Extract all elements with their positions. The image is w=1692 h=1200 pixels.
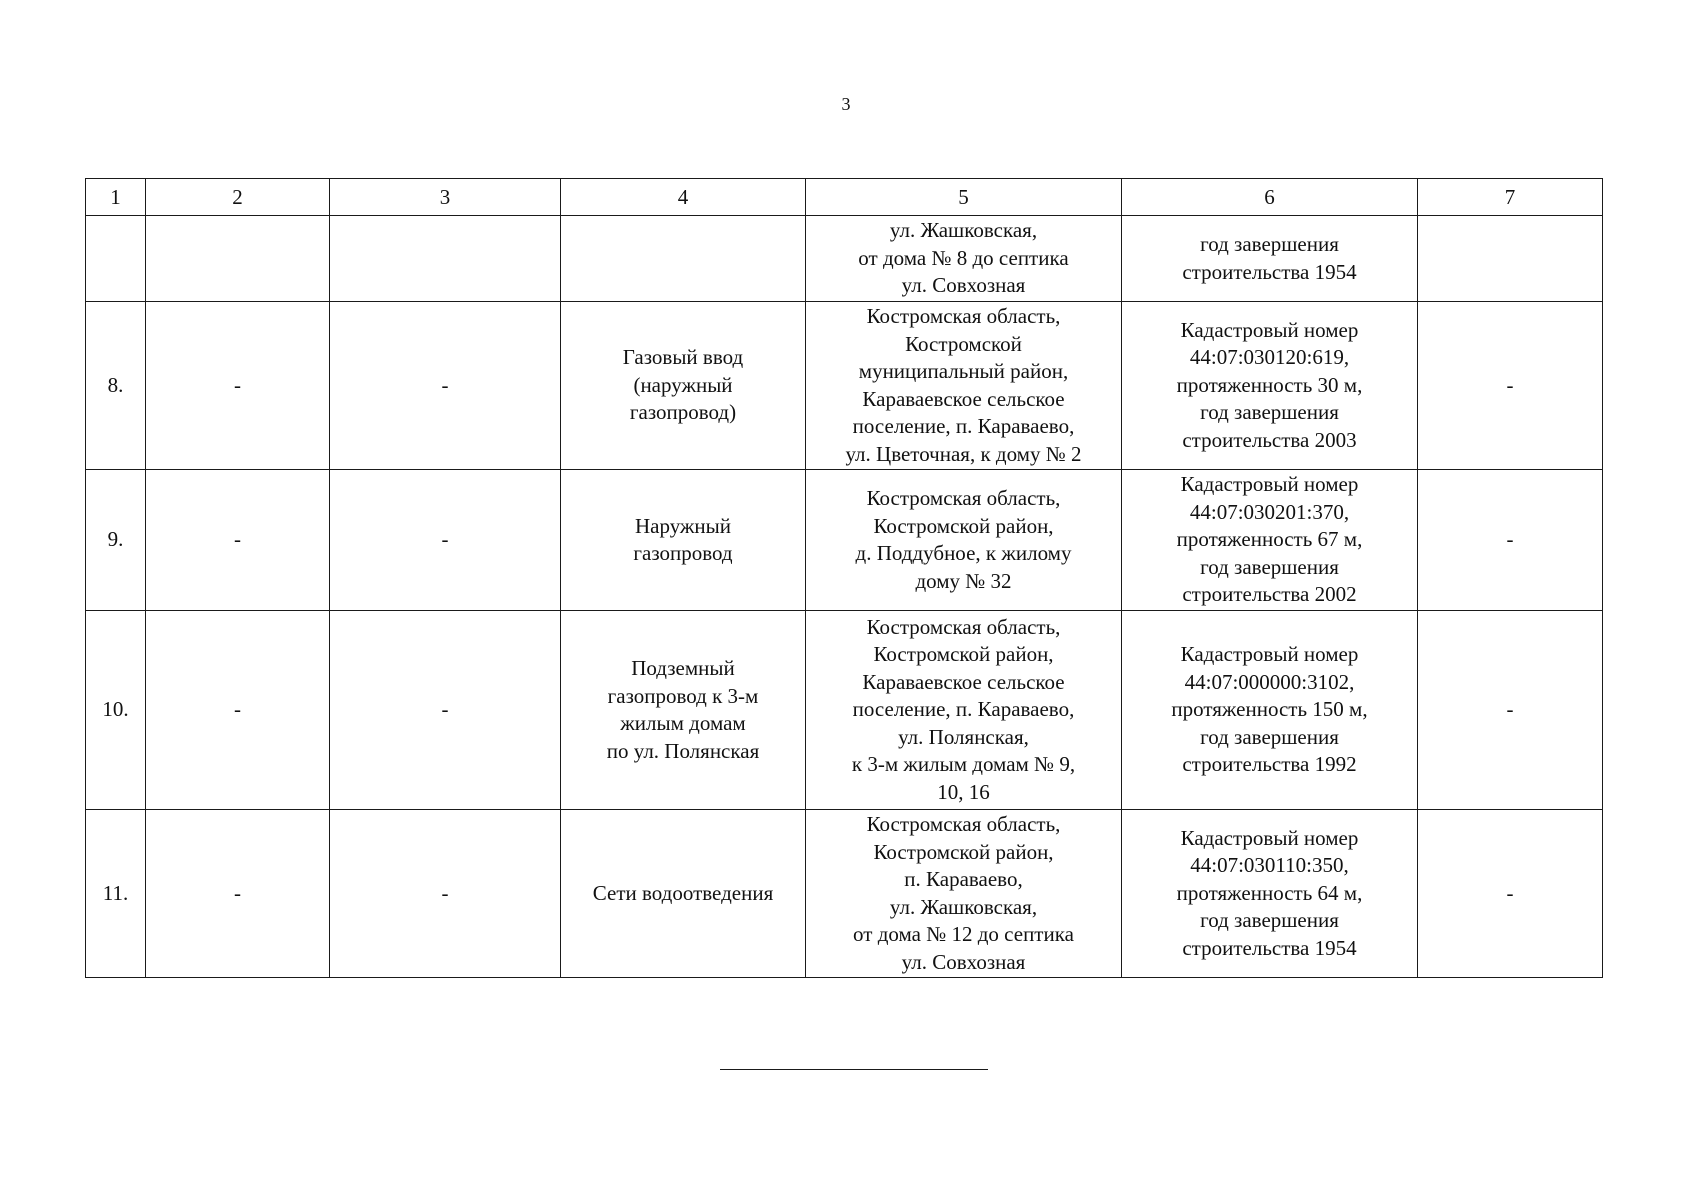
text-line: ул. Жашковская, — [889, 894, 1038, 919]
text-line: Газовый ввод — [622, 345, 744, 370]
cell-object-name — [561, 810, 806, 978]
text-line: год завершения — [1200, 554, 1339, 579]
column-header: 5 — [806, 179, 1122, 216]
text-line: поселение, п. Караваево, — [852, 414, 1075, 438]
text-line: Кадастровый номер — [1180, 825, 1359, 850]
cell-col2: - — [146, 470, 330, 611]
text-line: к 3-м жилым домам № 9, — [851, 752, 1076, 777]
text-line: строительства 1954 — [1182, 259, 1357, 284]
cell-address — [806, 611, 1122, 810]
cell-col7 — [1418, 216, 1603, 302]
text-line: протяженность 30 м, — [1176, 372, 1363, 397]
text-line: 44:07:000000:3102, — [1184, 669, 1355, 694]
text-line: ул. Цветочная, к дому № 2 — [845, 441, 1082, 466]
page-number: 3 — [841, 94, 851, 114]
cell-characteristics — [1122, 611, 1418, 810]
text-line: строительства 1992 — [1182, 752, 1357, 777]
cell-characteristics — [1122, 810, 1418, 978]
text-line: строительства 2002 — [1182, 582, 1357, 607]
cell-num: 9. — [86, 470, 146, 611]
text-line: дому № 32 — [915, 568, 1012, 593]
end-divider-line — [720, 1069, 988, 1070]
text-line: год завершения — [1200, 908, 1339, 933]
cell-address — [806, 470, 1122, 611]
text-line: год завершения — [1200, 724, 1339, 749]
cell-num: 11. — [86, 810, 146, 978]
table-row — [86, 470, 1603, 611]
cell-address — [806, 216, 1122, 302]
text-line: муниципальный район, — [858, 359, 1069, 383]
text-line: поселение, п. Караваево, — [852, 697, 1075, 722]
column-header: 4 — [561, 179, 806, 216]
text-line: Костромской район, — [873, 839, 1054, 864]
cell-address — [806, 302, 1122, 470]
text-line: (наружный — [633, 372, 733, 397]
cell-col7: - — [1418, 810, 1603, 978]
registry-table — [85, 178, 1603, 978]
text-line: 10, 16 — [937, 779, 990, 804]
text-line: Костромская область, — [866, 486, 1061, 510]
cell-col4 — [561, 216, 806, 302]
text-line: газопровод) — [629, 400, 737, 425]
text-line: газопровод к 3-м — [607, 683, 759, 708]
text-line: протяженность 64 м, — [1176, 880, 1363, 905]
text-line: Костромская область, — [866, 304, 1061, 328]
text-line: ул. Полянская, — [898, 724, 1029, 749]
text-line: 44:07:030120:619, — [1189, 345, 1350, 370]
text-line: Сети водоотведения — [592, 880, 774, 905]
column-header: 7 — [1418, 179, 1603, 216]
cell-num — [86, 216, 146, 302]
table-row — [86, 611, 1603, 810]
cell-col2: - — [146, 611, 330, 810]
text-line: Караваевское сельское — [862, 669, 1065, 694]
text-line: Караваевское сельское — [862, 386, 1065, 411]
text-line: от дома № 8 до септика — [858, 245, 1069, 270]
text-line: ул. Совхозная — [901, 949, 1026, 974]
cell-object-name — [561, 611, 806, 810]
cell-col3: - — [330, 810, 561, 978]
text-line: д. Поддубное, к жилому — [855, 541, 1072, 565]
text-line: Наружный — [634, 513, 732, 538]
text-line: протяженность 150 м, — [1171, 697, 1368, 722]
text-line: Костромская область, — [866, 812, 1061, 836]
cell-col2 — [146, 216, 330, 302]
cell-address — [806, 810, 1122, 978]
text-line: Кадастровый номер — [1180, 472, 1359, 497]
cell-col2: - — [146, 302, 330, 470]
text-line: год завершения — [1200, 400, 1339, 425]
cell-num: 10. — [86, 611, 146, 810]
cell-col7: - — [1418, 611, 1603, 810]
cell-col3: - — [330, 302, 561, 470]
column-header: 1 — [86, 179, 146, 216]
table-row — [86, 810, 1603, 978]
cell-object-name — [561, 302, 806, 470]
cell-col3: - — [330, 611, 561, 810]
cell-characteristics — [1122, 470, 1418, 611]
text-line: ул. Совхозная — [901, 273, 1026, 298]
text-line: строительства 2003 — [1182, 427, 1357, 452]
text-line: год завершения — [1200, 232, 1339, 256]
cell-col7: - — [1418, 302, 1603, 470]
text-line: п. Караваево, — [904, 867, 1023, 891]
cell-col3: - — [330, 470, 561, 611]
cell-characteristics — [1122, 302, 1418, 470]
cell-characteristics — [1122, 216, 1418, 302]
text-line: жилым домам — [620, 711, 746, 735]
cell-col7: - — [1418, 470, 1603, 611]
text-line: Костромской — [905, 331, 1022, 356]
text-line: Подземный — [631, 656, 735, 680]
table-row — [86, 302, 1603, 470]
column-header-row — [86, 179, 1603, 216]
text-line: газопровод — [633, 541, 733, 565]
cell-col2: - — [146, 810, 330, 978]
cell-num: 8. — [86, 302, 146, 470]
text-line: Костромская область, — [866, 614, 1061, 639]
text-line: 44:07:030110:350, — [1190, 853, 1349, 878]
cell-col3 — [330, 216, 561, 302]
text-line: Костромской район, — [873, 513, 1054, 538]
text-line: от дома № 12 до септика — [853, 922, 1074, 946]
text-line: по ул. Полянская — [606, 738, 760, 763]
text-line: ул. Жашковская, — [889, 218, 1038, 243]
column-header: 3 — [330, 179, 561, 216]
text-line: Кадастровый номер — [1180, 642, 1359, 667]
column-header: 6 — [1122, 179, 1418, 216]
text-line: Костромской район, — [873, 642, 1054, 667]
cell-object-name — [561, 470, 806, 611]
column-header: 2 — [146, 179, 330, 216]
table-row-continuation — [86, 216, 1603, 302]
text-line: протяженность 67 м, — [1176, 527, 1363, 552]
text-line: 44:07:030201:370, — [1189, 499, 1350, 524]
text-line: Кадастровый номер — [1180, 317, 1359, 342]
text-line: строительства 1954 — [1182, 935, 1357, 960]
